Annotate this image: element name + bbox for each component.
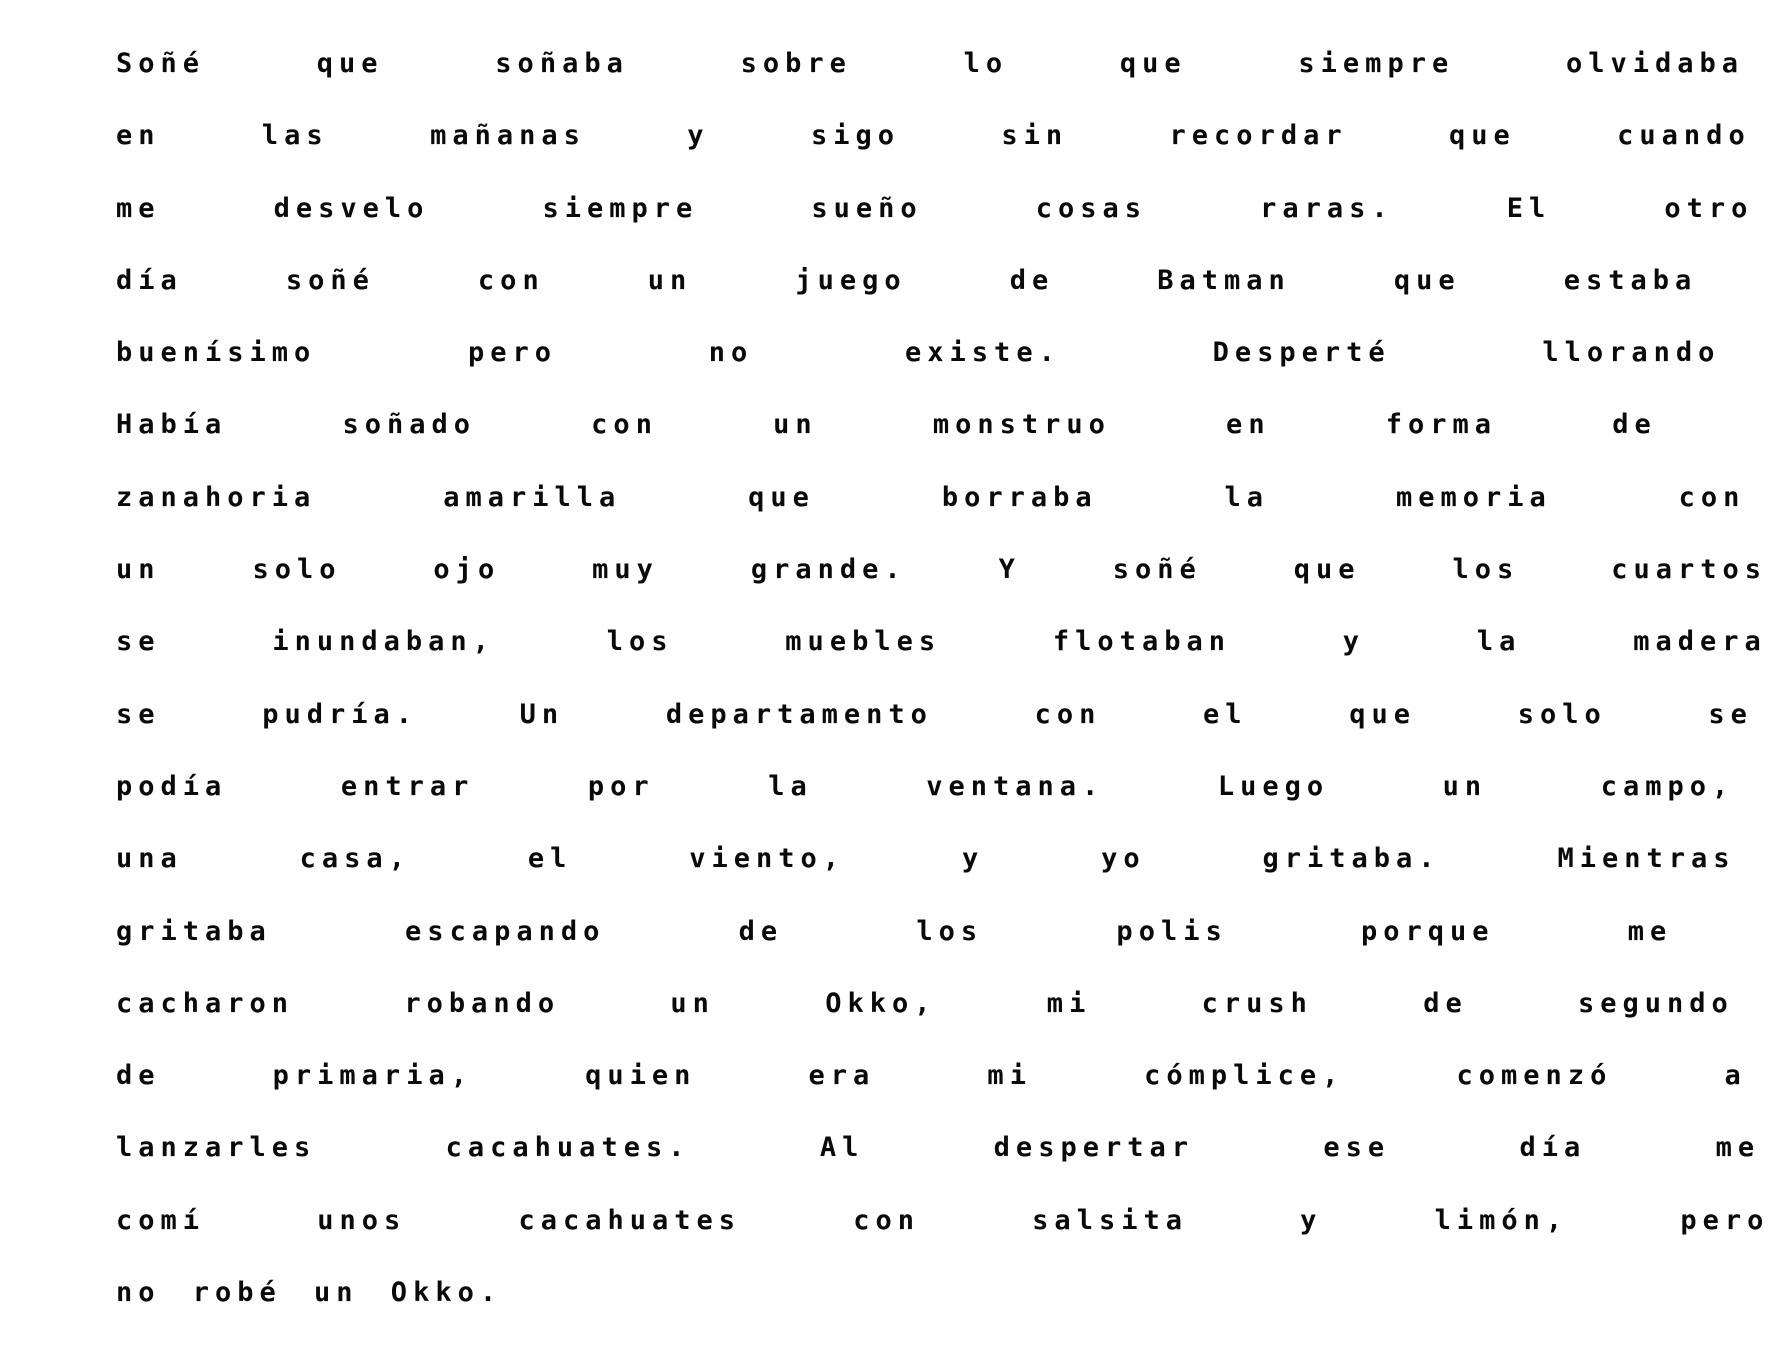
text-line-4: día soñé con un juego de Batman que estaba <box>116 264 1698 296</box>
text-line-15: de primaria, quien era mi cómplice, comenzó a <box>116 1060 1747 1092</box>
text-line-13: gritaba escapando de los polis porque me <box>116 915 1673 947</box>
text-line-3: me desvelo siempre sueño cosas raras. El otro <box>116 192 1754 224</box>
text-line-11: podía entrar por la ventana. Luego un campo, <box>116 770 1735 802</box>
text-line-17: comí unos cacahuates con salsita y limón, pero <box>116 1204 1769 1236</box>
text-line-7: zanahoria amarilla que borraba la memoria con <box>116 481 1746 513</box>
text-line-10: se pudría. Un departamento con el que solo se <box>116 698 1753 730</box>
handwritten-text-block <box>116 34 1769 1335</box>
text-line-5: buenísimo pero no existe. Desperté llorando <box>116 337 1721 369</box>
text-line-1: Soñé que soñaba sobre lo que siempre olvidaba <box>116 48 1745 79</box>
text-line-14: cacharon robando un Okko, mi crush de segundo <box>116 987 1734 1019</box>
text-line-16: lanzarles cacahuates. Al despertar ese día me <box>116 1132 1761 1164</box>
text-line-2: en las mañanas y sigo sin recordar que cuando <box>116 120 1751 152</box>
text-line-18: no robé un Okko. <box>116 1277 503 1309</box>
text-line-9: se inundaban, los muebles flotaban y la madera <box>116 626 1767 658</box>
text-line-6: Había soñado con un monstruo en forma de <box>116 409 1657 441</box>
text-line-8: un solo ojo muy grande. Y soñé que los cuartos <box>116 554 1767 586</box>
text-line-12: una casa, el viento, y yo gritaba. Mientras <box>116 843 1736 875</box>
